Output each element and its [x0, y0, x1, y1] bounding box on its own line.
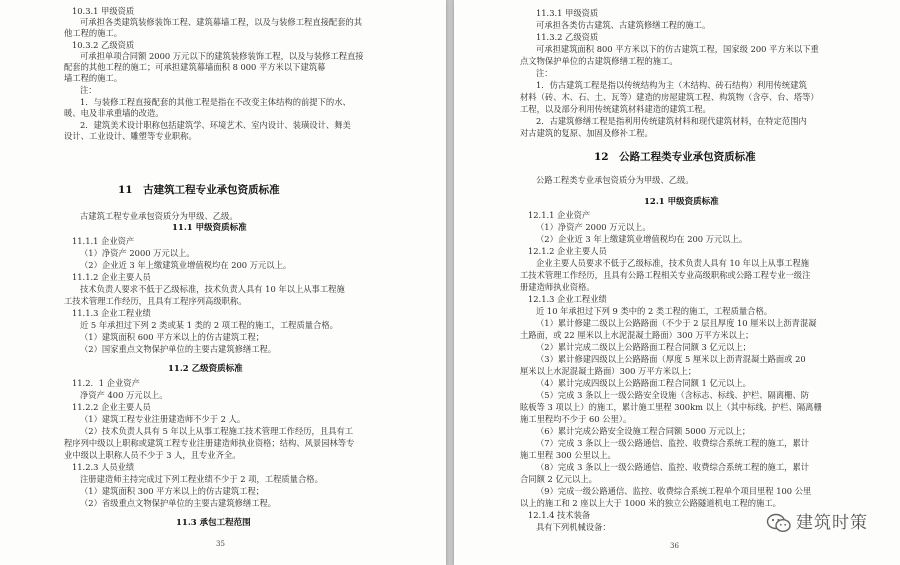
text-line: 近 10 年承担过下列 9 类中的 2 类工程的施工，工程质量合格。	[536, 306, 773, 316]
chapter-intro: 古建筑工程专业承包资质分为甲级、乙级。	[80, 211, 238, 221]
page-number: 36	[670, 542, 679, 550]
text-line: 注：	[536, 68, 553, 78]
text-line: （1）建筑面积 300 平方米以上的仿古建筑工程；	[80, 486, 265, 496]
text-line: （5）完成 3 条以上一级公路安全设施（含标志、标线、护栏、隔离栅、防	[536, 390, 810, 400]
text-line: 可承担各类仿古建筑、古建筑修缮工程的施工。	[536, 20, 711, 30]
text-line: 合同额 2 亿元以上。	[520, 474, 597, 484]
left-page	[0, 0, 446, 565]
text-line: 材料（砖、木、石、土、瓦等）建造的房屋建筑工程、构筑物（含亭、台、塔等）	[520, 92, 819, 102]
wechat-icon	[766, 513, 792, 533]
text-line: 11.2.2 企业主要人员	[72, 402, 151, 412]
section-title: 11.3 承包工程范围	[176, 518, 251, 528]
text-line: （2）企业近 3 年上缴建筑业增值税均在 200 万元以上。	[80, 260, 292, 270]
text-line: （7）完成 3 条以上一级公路通信、监控、收费综合系统工程的施工，累计	[536, 438, 810, 448]
chapter-title: 11 古建筑工程专业承包资质标准	[118, 184, 280, 196]
text-line: 11.1.3 企业工程业绩	[72, 308, 151, 318]
text-line: 工技术管理工作经历，且具有工程序列高级职称。	[64, 296, 247, 306]
text-line: 11.1.1 企业资产	[72, 236, 135, 246]
text-line: 册建造师执业资格。	[520, 282, 595, 292]
text-line: 厘米以上水泥混凝土路面）300 万平方米以上；	[520, 366, 697, 376]
section-title: 11.1 甲级资质标准	[172, 223, 247, 233]
page-number: 35	[216, 540, 225, 548]
text-line: 近 5 年承担过下列 2 类或某 1 类的 2 项工程的施工，工程质量合格。	[80, 320, 338, 330]
text-line: 10.3.2 乙级资质	[72, 40, 135, 50]
text-line: （4）累计完成四级以上公路路面工程合同额 1 亿元以上。	[536, 378, 751, 388]
text-line: （1）净资产 2000 万元以上。	[80, 248, 195, 258]
text-line: 土路面，或 22 厘米以上水泥混凝土路面）300 万平方米以上；	[520, 330, 754, 340]
text-line: 12.1.1 企业资产	[528, 210, 591, 220]
text-line: 暖、电及非承重墙的改造。	[64, 108, 164, 118]
text-line: 施工里程均不少于 60 公里）。	[520, 414, 632, 424]
text-line: 11.2.3 人员业绩	[72, 462, 135, 472]
text-line: 眩板等 3 项以上）的施工，累计施工里程 300km 以上（其中标线、护栏、隔离栅	[520, 402, 822, 412]
text-line: 以上的施工和 2 座以上大于 1000 米的独立公路隧道机电工程的施工。	[520, 498, 781, 508]
text-line: （1）建筑工程专业注册建造师不少于 2 人。	[80, 414, 246, 424]
watermark	[766, 512, 884, 534]
text-line: （3）累计修建四级以上公路路面（厚度 5 厘米以上沥青混凝土路面或 20	[536, 354, 806, 364]
text-line: 12.1.3 企业工程业绩	[528, 294, 607, 304]
text-line: （6）累计完成公路安全设施工程合同额 5000 万元以上；	[536, 426, 751, 436]
text-line: 企业主要人员要求不低于乙级标准，技术负责人具有 10 年以上从事工程施	[536, 258, 810, 268]
text-line: 可承担各类建筑装修装饰工程、建筑幕墙工程，以及与装修工程直接配套的其	[80, 17, 363, 27]
text-line: 11.2．1 企业资产	[72, 378, 140, 388]
text-line: 技术负责人要求不低于乙级标准，技术负责人具有 10 年以上从事工程施	[80, 284, 345, 294]
text-line: 程序列中级以上职称或建筑工程专业注册建造师执业资格；结构、风景园林等专	[64, 438, 355, 448]
text-line: （2）国家重点文物保护单位的主要古建筑修缮工程。	[80, 344, 277, 354]
text-line: 具有下列机械设备：	[536, 522, 611, 532]
text-line: 他工程的施工。	[64, 28, 123, 38]
text-line: （1）净资产 2000 万元以上。	[536, 222, 651, 232]
section-title: 12.1 甲级资质标准	[644, 197, 719, 207]
text-line: 11.3.1 甲级资质	[536, 8, 599, 18]
text-line: （8）完成 3 条以上一级公路通信、监控、收费综合系统工程的施工，累计	[536, 462, 810, 472]
text-line: 工程，以及部分利用传统建筑材料建造的建筑工程。	[520, 104, 711, 114]
text-line: （2）省级重点文物保护单位的主要古建筑修缮工程。	[80, 498, 277, 508]
text-line: （1）累计修建二级以上公路路面（不少于 2 层且厚度 10 厘米以上沥青混凝	[536, 318, 817, 328]
text-line: 墙工程的施工。	[64, 73, 123, 83]
text-line: 1．仿古建筑工程是指以传统结构为主（木结构、砖石结构）利用传统建筑	[536, 80, 807, 90]
text-line: 2．建筑美术设计职称包括建筑学、环境艺术、室内设计、装璜设计、舞美	[80, 120, 351, 130]
text-line: 11.1.2 企业主要人员	[72, 272, 151, 282]
text-line: 注册建造师主持完成过下列工程业绩不少于 2 项，工程质量合格。	[80, 474, 323, 484]
text-line: （1）建筑面积 600 平方米以上的仿古建筑工程；	[80, 332, 265, 342]
text-line: 对古建筑的复原、加固及修补工程。	[520, 128, 653, 138]
text-line: 10.3.1 甲级资质	[72, 6, 135, 16]
text-line: 可承担建筑面积 800 平方米以下的仿古建筑工程，国家级 200 平方米以下重	[536, 44, 819, 54]
text-line: 1．与装修工程直接配套的其他工程是指在不改变主体结构的前提下的水、	[80, 97, 351, 107]
text-line: 净资产 400 万元以上。	[80, 390, 168, 400]
text-line: （2）企业近 3 年上缴建筑业增值税均在 200 万元以上。	[536, 234, 748, 244]
text-line: （2）累计完成二级以上公路路面工程合同额 3 亿元以上；	[536, 342, 751, 352]
chapter-title: 12 公路工程类专业承包资质标准	[594, 151, 756, 163]
text-line: （9）完成一级公路通信、监控、收费综合系统工程单个项目里程 100 公里	[536, 486, 812, 496]
text-line: 点文物保护单位的古建筑修缮工程的施工。	[520, 56, 678, 66]
text-line: 业中级以上职称人员不少于 3 人，且专业齐全。	[64, 450, 241, 460]
text-line: 11.3.2 乙级资质	[536, 32, 599, 42]
chapter-intro: 公路工程类专业承包资质分为甲级、乙级。	[536, 175, 694, 185]
text-line: 设计、工业设计、雕塑等专业职称。	[64, 131, 197, 141]
text-line: 2．古建筑修缮工程是指利用传统建筑材料和现代建筑材料，在特定范围内	[536, 116, 807, 126]
text-line: （2）技术负责人具有 5 年以上从事工程施工技术管理工作经历，且具有工	[80, 426, 354, 436]
text-line: 工技术管理工作经历，且具有公路工程相关专业高级职称或公路工程专业一级注	[520, 270, 811, 280]
text-line: 施工里程 300 公里以上。	[520, 450, 616, 460]
text-line: 可承担单项合同额 2000 万元以下的建筑装修装饰工程，以及与装修工程直接	[80, 51, 364, 61]
text-line: 12.1.2 企业主要人员	[528, 246, 607, 256]
text-line: 12.1.4 技术装备	[528, 510, 591, 520]
section-title: 11.2 乙级资质标准	[168, 364, 243, 374]
right-page	[454, 0, 900, 565]
watermark-text: 建筑时策	[796, 513, 868, 533]
text-line: 配套的其他工程的施工；可承担建筑幕墙面积 8 000 平方米以下建筑幕	[64, 62, 326, 72]
text-line: 注：	[80, 85, 97, 95]
